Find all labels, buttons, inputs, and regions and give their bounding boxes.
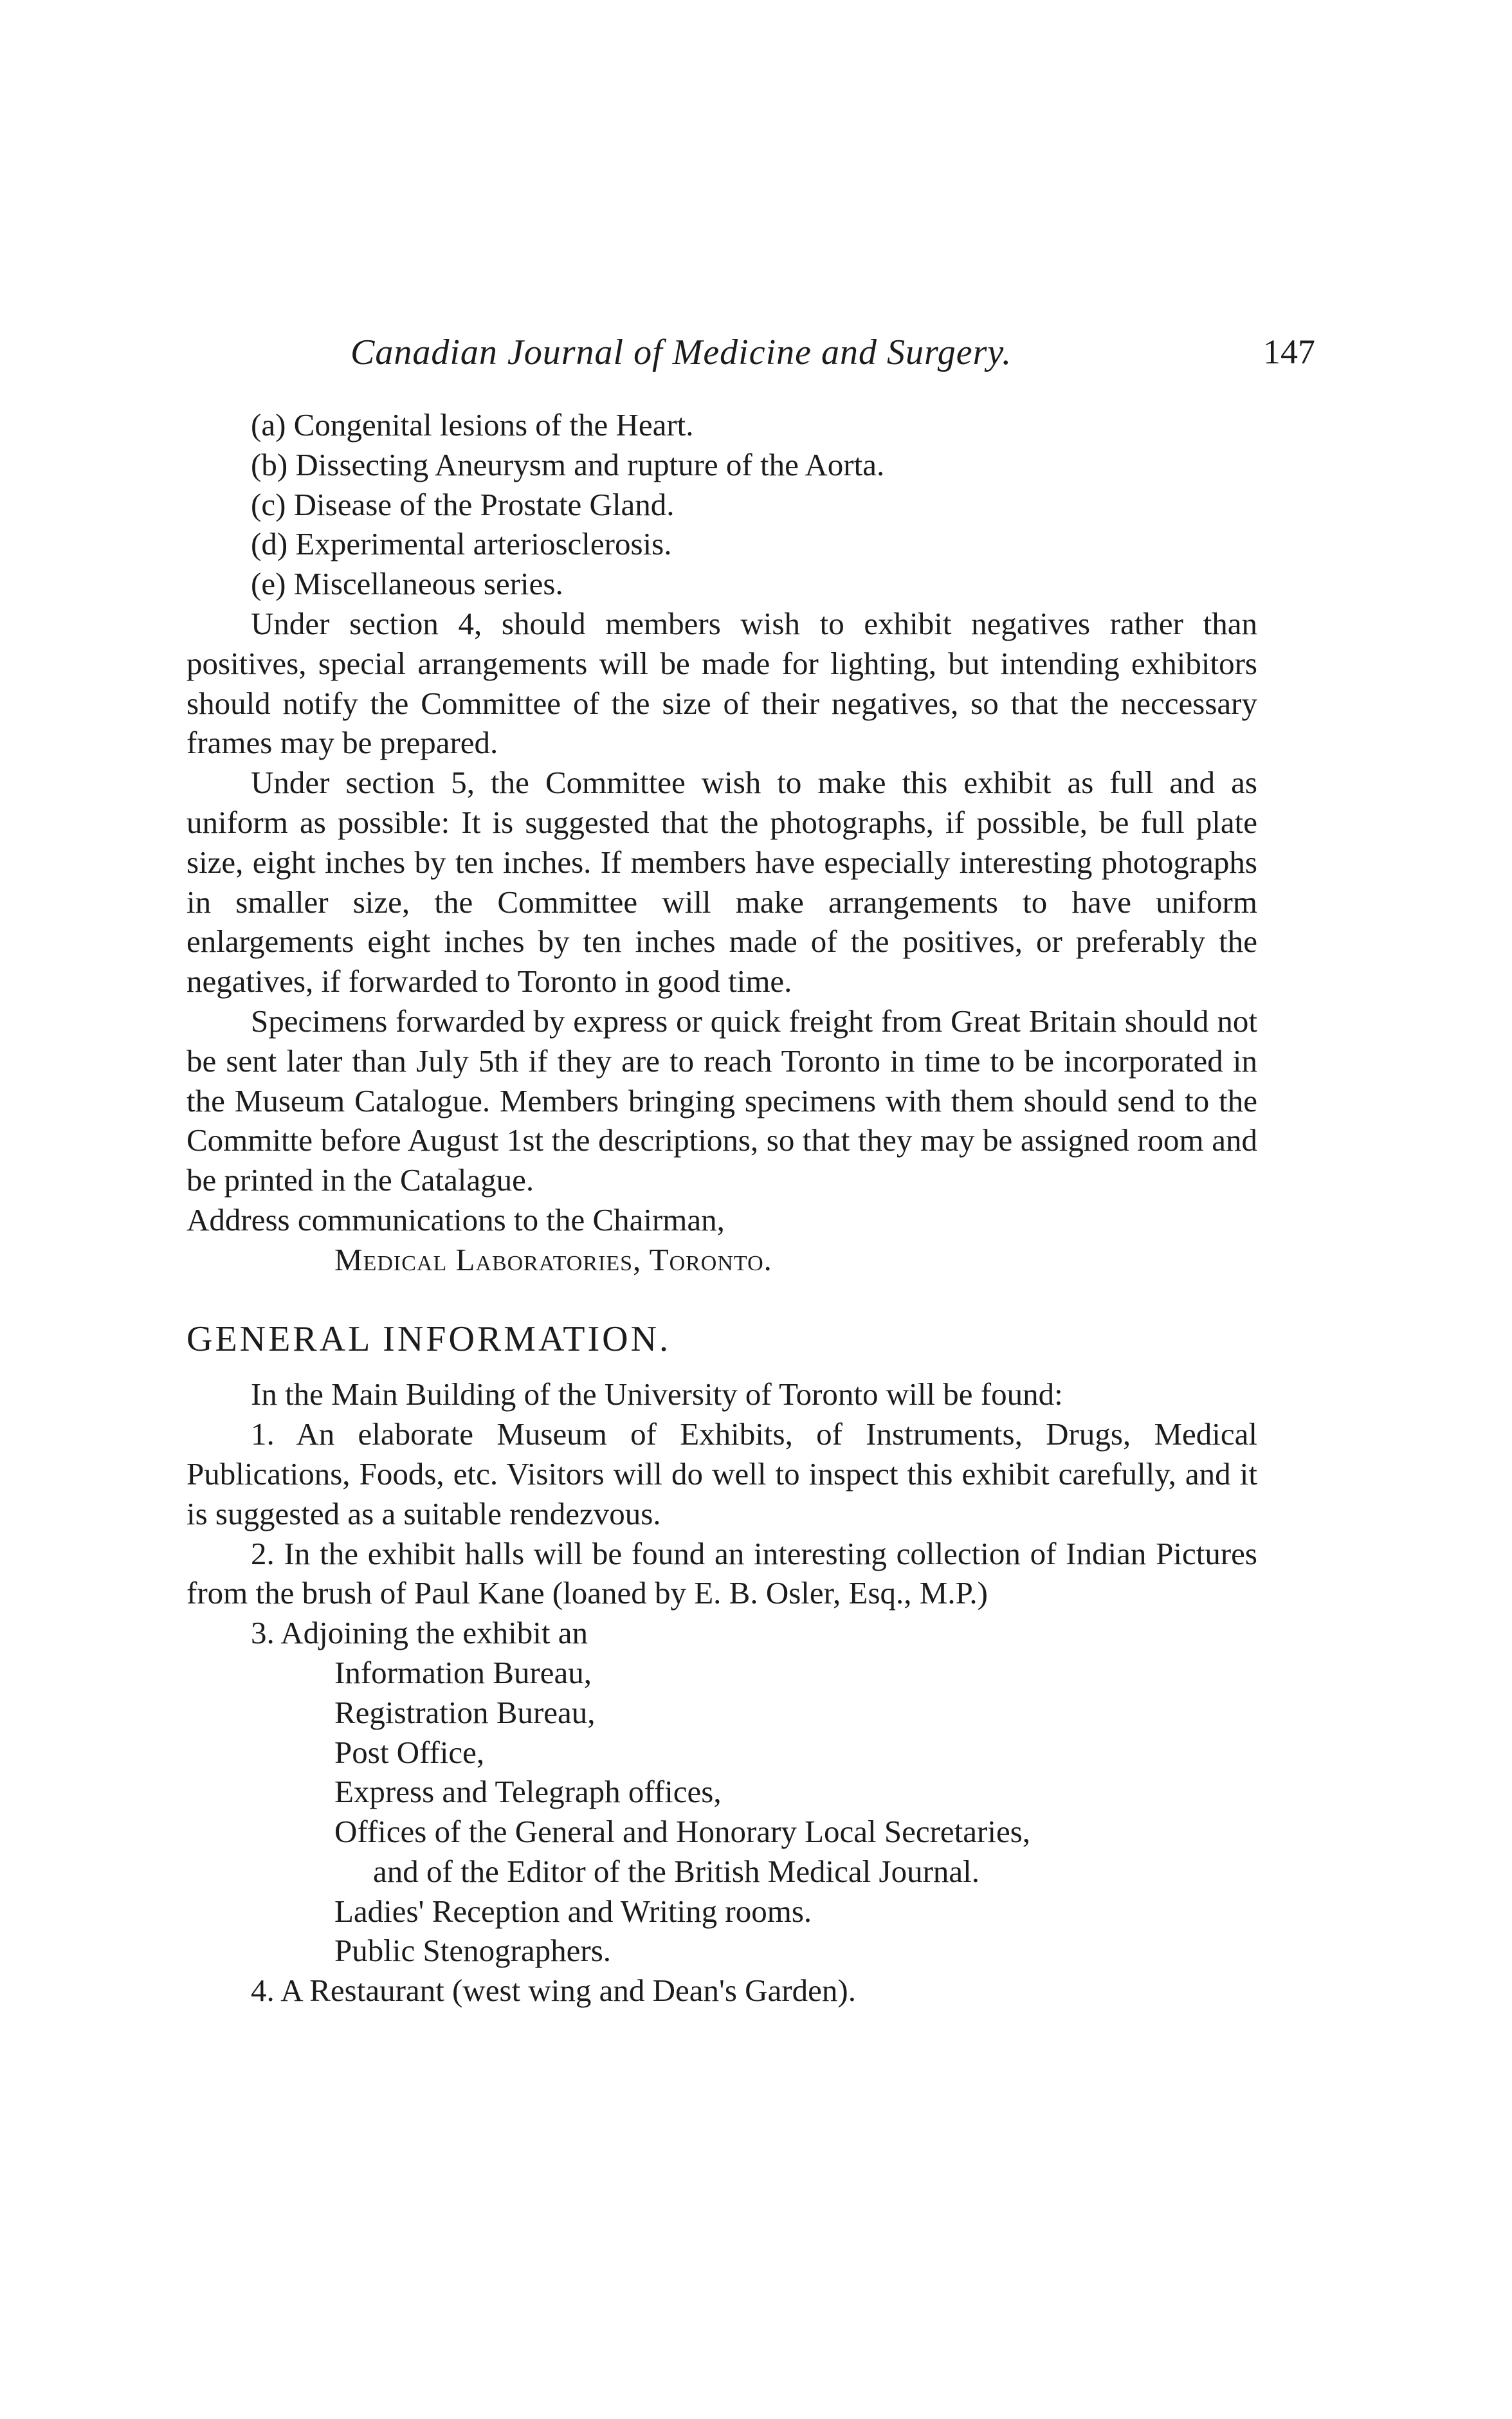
list-item-b: (b) Dissecting Aneurysm and rupture of the Aorta. (251, 446, 885, 482)
sub-item-ladies: Ladies' Reception and Writing rooms. (334, 1893, 812, 1929)
running-title: Canadian Journal of Medicine and Surgery. (351, 333, 1012, 372)
section-heading: GENERAL INFORMATION. (187, 1319, 671, 1359)
page-body (187, 405, 1257, 2011)
sub-item-post-office: Post Office, (334, 1734, 485, 1770)
sub-item-express: Express and Telegraph offices, (334, 1774, 722, 1810)
page-header (351, 332, 1315, 383)
sub-item-offices-cont: and of the Editor of the British Medical Journal. (373, 1853, 980, 1889)
general-item-1: 1. An elaborate Museum of Exhibits, of Instruments, Drugs, Medical Publications, Foods, etc. Visitors will do well to inspect this exhibit carefully, and it is suggested as a suitable rendezvous. (187, 1416, 1257, 1531)
address-line: Address communications to the Chairman, (187, 1201, 725, 1237)
general-intro: In the Main Building of the University of Toronto will be found: (251, 1376, 1063, 1412)
list-item-a: (a) Congenital lesions of the Heart. (251, 407, 694, 443)
list-item-d: (d) Experimental arteriosclerosis. (251, 526, 672, 562)
sub-item-offices: Offices of the General and Honorary Local Secretaries, (334, 1814, 1031, 1850)
sub-item-registration: Registration Bureau, (334, 1694, 596, 1730)
general-item-2: 2. In the exhibit halls will be found an interesting collection of Indian Pictures from the brush of Paul Kane (loaned by E. B. Osler, Esq., M.P.) (187, 1535, 1257, 1611)
sub-item-stenographers: Public Stenographers. (334, 1933, 612, 1969)
sub-item-information: Information Bureau, (334, 1654, 592, 1690)
signature-line: Medical Laboratories, Toronto. (334, 1241, 772, 1277)
general-item-3: 3. Adjoining the exhibit an (251, 1615, 588, 1651)
paragraph-specimens: Specimens forwarded by express or quick freight from Great Britain should not be sent later than July 5th if they are to reach Toronto in time to be incorporated in the Museum Catalogue. Members bringing specimens with them should send to the Committe before August 1st the descriptions, so that they may be assigned room and be printed in the Catalague. (187, 1003, 1257, 1198)
paragraph-section-4: Under section 4, should members wish to exhibit negatives rather than positives, special arrangements will be made for lighting, but intending exhibitors should notify the Committee of the size of their negatives, so that the neccessary frames may be prepared. (187, 605, 1257, 761)
page-number: 147 (1263, 333, 1315, 371)
paragraph-section-5: Under section 5, the Committee wish to make this exhibit as full and as uniform as possible: It is suggested that the photographs, if possible, be full plate size, eight inches by ten inches. If members have especially interesting photographs in smaller size, the Committee will make arrangements to have uniform enlargements eight inches by ten inches made of the positives, or preferably the negatives, if forwarded to Toronto in good time. (187, 765, 1257, 1000)
list-item-e: (e) Miscellaneous series. (251, 566, 563, 602)
general-item-4: 4. A Restaurant (west wing and Dean's Garden). (251, 1973, 856, 2009)
list-item-c: (c) Disease of the Prostate Gland. (251, 486, 675, 522)
